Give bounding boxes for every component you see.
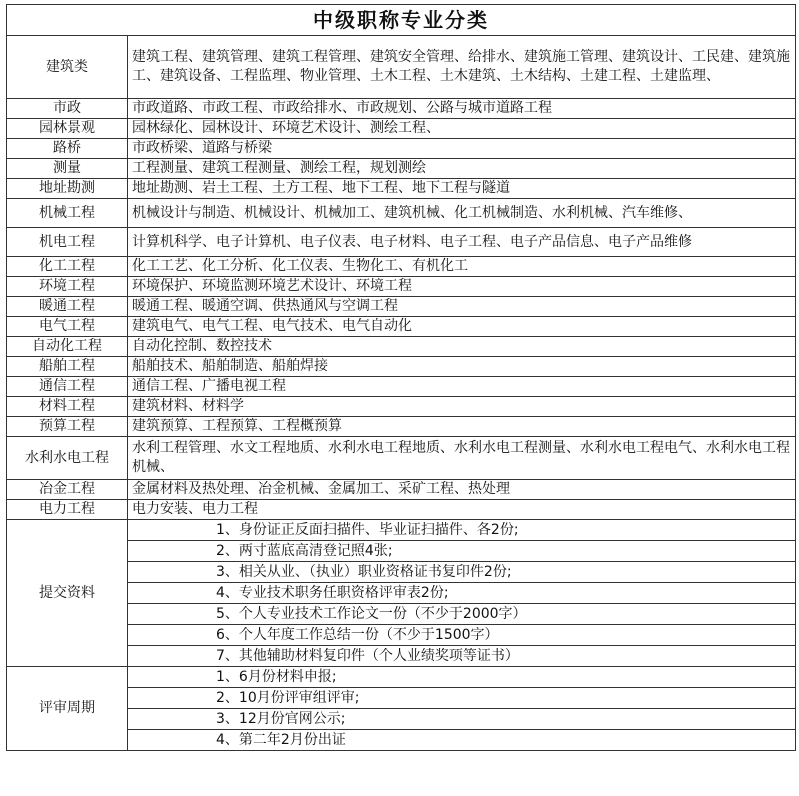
submission-label: 提交资料 [7, 520, 128, 667]
category-name: 地址勘测 [7, 179, 128, 199]
submission-item: 4、专业技术职务任职资格评审表2份; [128, 583, 796, 604]
category-majors: 市政道路、市政工程、市政给排水、市政规划、公路与城市道路工程 [128, 99, 796, 119]
category-majors: 化工工艺、化工分析、化工仪表、生物化工、有机化工 [128, 257, 796, 277]
category-name: 自动化工程 [7, 337, 128, 357]
table-row [7, 417, 796, 437]
table-row [7, 357, 796, 377]
category-majors: 电力安装、电力工程 [128, 500, 796, 520]
table-row [7, 257, 796, 277]
table-row [7, 377, 796, 397]
table-row [7, 317, 796, 337]
submission-item: 6、个人年度工作总结一份（不少于1500字） [128, 625, 796, 646]
category-name: 暖通工程 [7, 297, 128, 317]
category-name: 园林景观 [7, 119, 128, 139]
table-row [7, 139, 796, 159]
review-item: 1、6月份材料申报; [128, 667, 796, 688]
category-majors: 建筑电气、电气工程、电气技术、电气自动化 [128, 317, 796, 337]
category-majors: 建筑工程、建筑管理、建筑工程管理、建筑安全管理、给排水、建筑施工管理、建筑设计、工民建、建筑施工、建筑设备、工程监理、物业管理、土木工程、土木建筑、土木结构、土建工程、土建监理、 [128, 36, 796, 99]
submission-item: 7、其他辅助材料复印件（个人业绩奖项等证书） [128, 646, 796, 667]
category-name: 材料工程 [7, 397, 128, 417]
table-row [7, 337, 796, 357]
table-row [7, 199, 796, 228]
category-majors: 通信工程、广播电视工程 [128, 377, 796, 397]
category-name: 电气工程 [7, 317, 128, 337]
review-item: 3、12月份官网公示; [128, 709, 796, 730]
category-majors: 市政桥梁、道路与桥梁 [128, 139, 796, 159]
category-name: 测量 [7, 159, 128, 179]
table-row [7, 36, 796, 99]
review-label: 评审周期 [7, 667, 128, 751]
category-majors: 计算机科学、电子计算机、电子仪表、电子材料、电子工程、电子产品信息、电子产品维修 [128, 228, 796, 257]
table-row [7, 500, 796, 520]
review-item: 2、10月份评审组评审; [128, 688, 796, 709]
category-majors: 工程测量、建筑工程测量、测绘工程，规划测绘 [128, 159, 796, 179]
category-majors: 园林绿化、园林设计、环境艺术设计、测绘工程、 [128, 119, 796, 139]
table-row [7, 277, 796, 297]
category-name: 电力工程 [7, 500, 128, 520]
category-majors: 机械设计与制造、机械设计、机械加工、建筑机械、化工机械制造、水利机械、汽车维修、 [128, 199, 796, 228]
table-row [7, 119, 796, 139]
table-row [7, 179, 796, 199]
submission-item: 2、两寸蓝底高清登记照4张; [128, 541, 796, 562]
category-majors: 水利工程管理、水文工程地质、水利水电工程地质、水利水电工程测量、水利水电工程电气、水利水电工程机械、 [128, 437, 796, 480]
category-name: 建筑类 [7, 36, 128, 99]
classification-table [6, 4, 796, 751]
table-row [7, 228, 796, 257]
category-name: 通信工程 [7, 377, 128, 397]
category-name: 船舶工程 [7, 357, 128, 377]
table-row [7, 480, 796, 500]
category-majors: 船舶技术、船舶制造、船舶焊接 [128, 357, 796, 377]
category-name: 机械工程 [7, 199, 128, 228]
table-row [7, 297, 796, 317]
submission-item: 5、个人专业技术工作论文一份（不少于2000字） [128, 604, 796, 625]
category-name: 冶金工程 [7, 480, 128, 500]
category-majors: 建筑材料、材料学 [128, 397, 796, 417]
category-name: 化工工程 [7, 257, 128, 277]
submission-item: 1、身份证正反面扫描件、毕业证扫描件、各2份; [128, 520, 796, 541]
category-majors: 金属材料及热处理、冶金机械、金属加工、采矿工程、热处理 [128, 480, 796, 500]
review-item: 4、第二年2月份出证 [128, 730, 796, 751]
category-name: 市政 [7, 99, 128, 119]
title-row [7, 5, 796, 36]
category-majors: 建筑预算、工程预算、工程概预算 [128, 417, 796, 437]
category-majors: 环境保护、环境监测环境艺术设计、环境工程 [128, 277, 796, 297]
table-row [7, 397, 796, 417]
submission-row [7, 520, 796, 541]
category-name: 环境工程 [7, 277, 128, 297]
table-title: 中级职称专业分类 [7, 5, 796, 36]
professional-title-sheet [6, 4, 796, 751]
category-name: 水利水电工程 [7, 437, 128, 480]
category-majors: 自动化控制、数控技术 [128, 337, 796, 357]
table-row [7, 159, 796, 179]
table-row [7, 437, 796, 480]
category-majors: 暖通工程、暖通空调、供热通风与空调工程 [128, 297, 796, 317]
table-row [7, 99, 796, 119]
review-row [7, 667, 796, 688]
category-majors: 地址勘测、岩土工程、土方工程、地下工程、地下工程与隧道 [128, 179, 796, 199]
category-name: 预算工程 [7, 417, 128, 437]
category-name: 路桥 [7, 139, 128, 159]
category-name: 机电工程 [7, 228, 128, 257]
submission-item: 3、相关从业、（执业）职业资格证书复印件2份; [128, 562, 796, 583]
